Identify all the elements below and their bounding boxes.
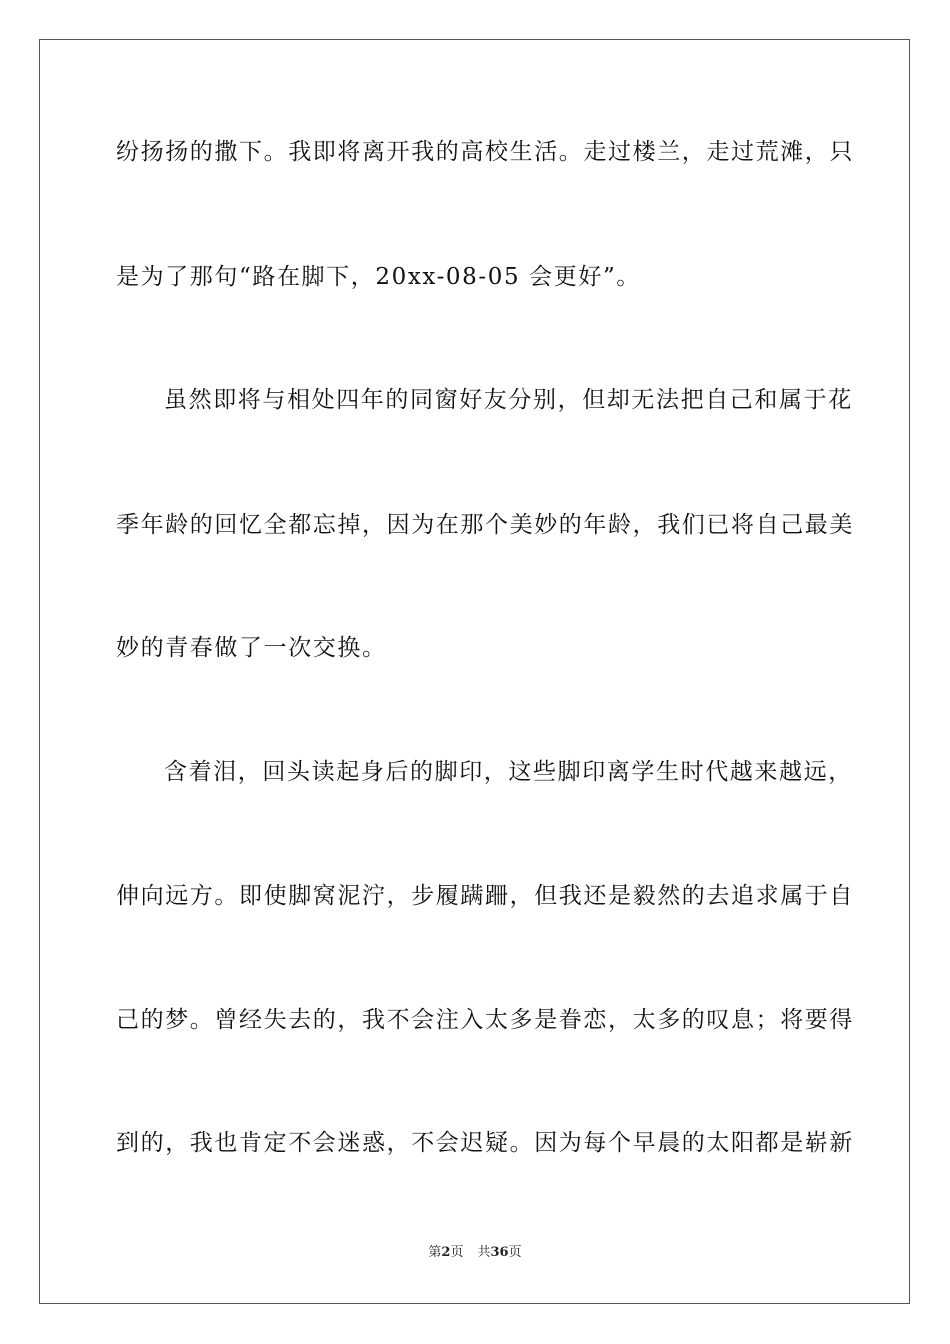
text-line-7: 伸向远方。即使脚窝泥泞，步履蹒跚，但我还是毅然的去追求属于自	[116, 883, 854, 909]
total-prefix: 共	[477, 1245, 491, 1260]
text-line-9: 到的，我也肯定不会迷惑，不会迟疑。因为每个早晨的太阳都是崭新	[116, 1130, 854, 1156]
page-prefix: 第	[428, 1245, 442, 1260]
text-line-8: 己的梦。曾经失去的，我不会注入太多是眷恋，太多的叹息；将要得	[116, 1007, 854, 1033]
page-number: 2	[441, 1245, 451, 1260]
page-border	[39, 39, 910, 1304]
text-line-1: 纷扬扬的撒下。我即将离开我的高校生活。走过楼兰，走过荒滩，只	[116, 139, 854, 165]
text-line-6: 含着泪，回头读起身后的脚印，这些脚印离学生时代越来越远，	[164, 759, 853, 785]
text-line-3: 虽然即将与相处四年的同窗好友分别，但却无法把自己和属于花	[164, 387, 853, 413]
text-line-5: 妙的青春做了一次交换。	[116, 635, 387, 661]
total-suffix: 页	[508, 1245, 522, 1260]
total-pages: 36	[490, 1245, 509, 1260]
text-line-4: 季年龄的回忆全都忘掉，因为在那个美妙的年龄，我们已将自己最美	[116, 512, 854, 538]
page-footer	[0, 1245, 950, 1261]
page-suffix: 页	[450, 1245, 464, 1260]
text-line-2: 是为了那句“路在脚下，20xx-08-05 会更好”。	[116, 264, 641, 290]
